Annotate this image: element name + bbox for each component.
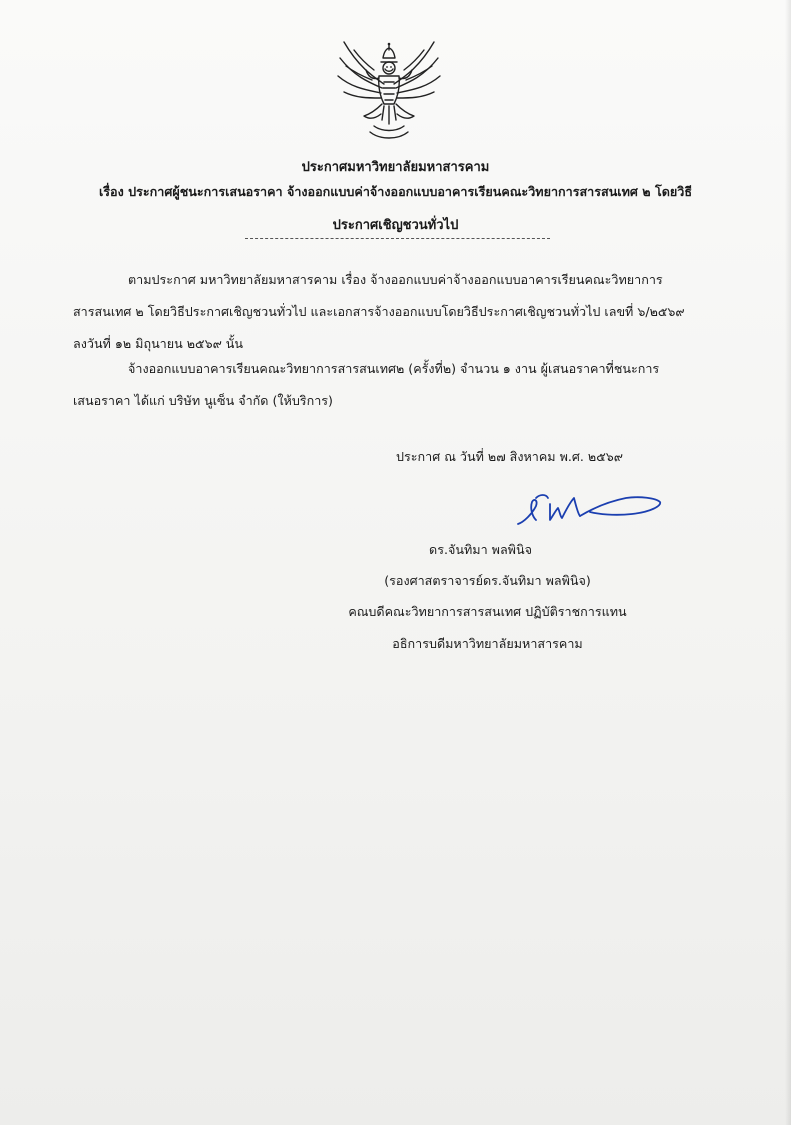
signatory-name: ดร.จันทิมา พลพินิจ	[429, 542, 532, 557]
body-line-4: จ้างออกแบบอาคารเรียนคณะวิทยาการสารสนเทศ๒ (ครั้งที่๒) จำนวน ๑ งาน ผู้เสนอราคาที่ชนะการ	[128, 361, 660, 376]
garuda-emblem-icon	[334, 36, 444, 146]
announcement-subject-continued: ประกาศเชิญชวนทั่วไป	[332, 218, 459, 233]
announcement-subject: เรื่อง ประกาศผู้ชนะการเสนอราคา จ้างออกแบบค่าจ้างออกแบบอาคารเรียนคณะวิทยาการสารสนเทศ ๒ โดยวิธี	[98, 184, 693, 199]
announcement-date: ประกาศ ณ วันที่ ๒๗ สิงหาคม พ.ศ. ๒๕๖๙	[396, 449, 623, 464]
body-line-3: ลงวันที่ ๑๒ มิถุนายน ๒๕๖๙ นั้น	[73, 336, 244, 351]
handwritten-signature	[510, 484, 670, 530]
signatory-full-name: (รองศาสตราจารย์ดร.จันทิมา พลพินิจ)	[384, 573, 591, 588]
signatory-acting-for: อธิการบดีมหาวิทยาลัยมหาสารคาม	[392, 636, 583, 651]
title-divider	[245, 238, 550, 239]
body-line-2: สารสนเทศ ๒ โดยวิธีประกาศเชิญชวนทั่วไป และเอกสารจ้างออกแบบโดยวิธีประกาศเชิญชวนทั่วไป เลขที่ ๖/๒๕๖๙	[73, 304, 685, 319]
signatory-position: คณบดีคณะวิทยาการสารสนเทศ ปฏิบัติราชการแทน	[348, 604, 627, 619]
body-line-1: ตามประกาศ มหาวิทยาลัยมหาสารคาม เรื่อง จ้างออกแบบค่าจ้างออกแบบอาคารเรียนคณะวิทยาการ	[128, 272, 663, 287]
announcement-org-title: ประกาศมหาวิทยาลัยมหาสารคาม	[301, 160, 490, 175]
body-line-5: เสนอราคา ได้แก่ บริษัท นูเซ็น จำกัด (ให้บริการ)	[73, 393, 333, 408]
